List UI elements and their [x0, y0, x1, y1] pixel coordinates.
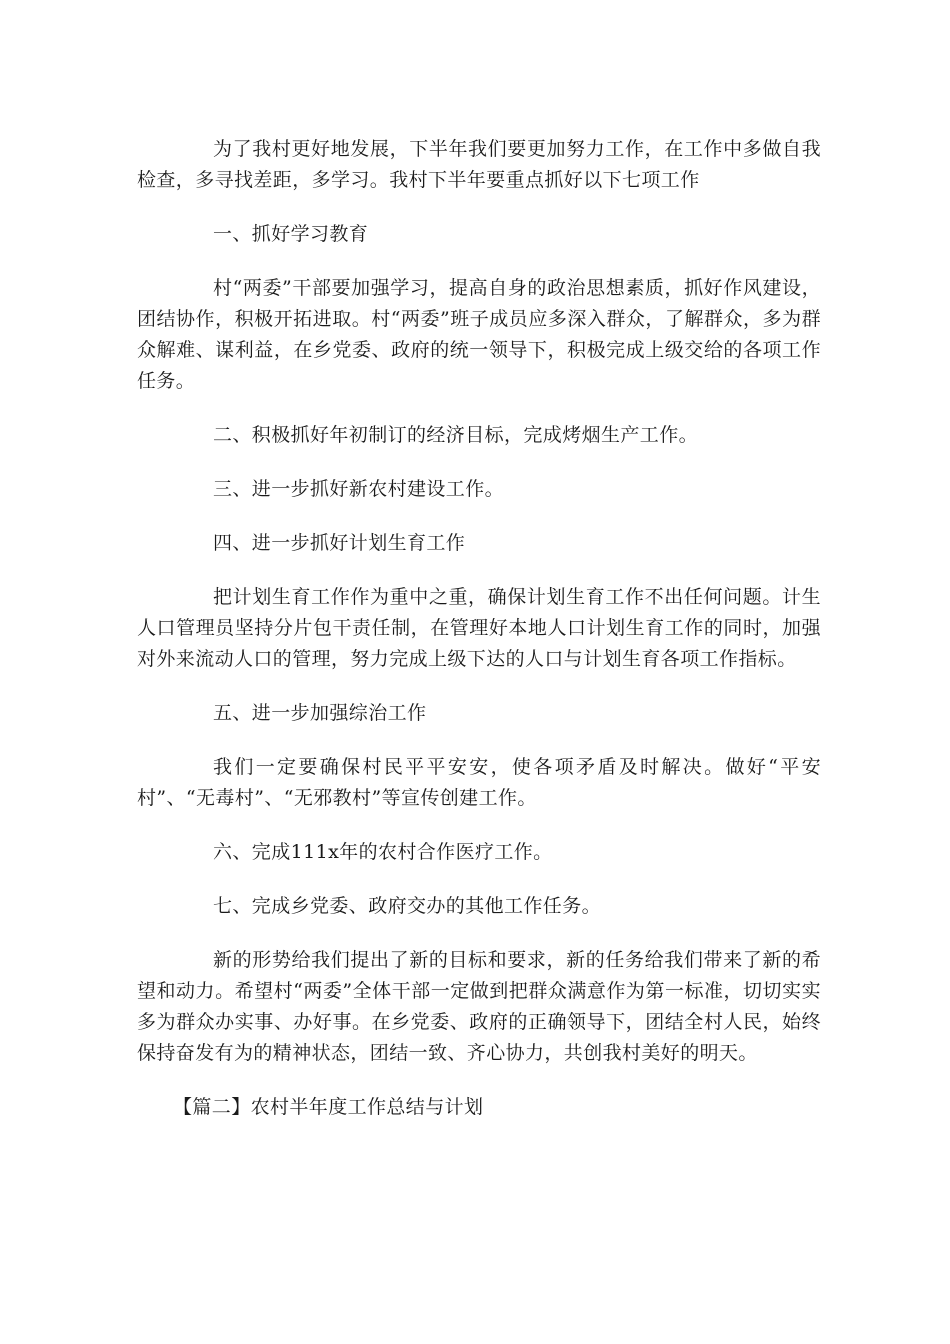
section-5-paragraph: 我们一定要确保村民平平安安，使各项矛盾及时解决。做好“平安村”、“无毒村”、“无邪教村”等宣传创建工作。 — [137, 756, 821, 809]
section-heading-6: 六、完成111x年的农村合作医疗工作。 — [213, 841, 553, 863]
closing-paragraph: 新的形势给我们提出了新的目标和要求，新的任务给我们带来了新的希望和动力。希望村“两委”全体干部一定做到把群众满意作为第一标准，切切实实多为群众办实事、办好事。在乡党委、政府的正确领导下，团结全村人民，始终保持奋发有为的精神状态，团结一致、齐心协力，共创我村美好的明天。 — [137, 949, 821, 1064]
document-body — [137, 134, 821, 1123]
section-heading-5: 五、进一步加强综治工作 — [213, 702, 427, 724]
section-heading-3: 三、进一步抓好新农村建设工作。 — [213, 478, 505, 500]
section-4-paragraph: 把计划生育工作作为重中之重，确保计划生育工作不出任何问题。计生人口管理员坚持分片包干责任制，在管理好本地人口计划生育工作的同时，加强对外来流动人口的管理，努力完成上级下达的人口与计划生育各项工作指标。 — [137, 586, 821, 670]
section-heading-2: 二、积极抓好年初制订的经济目标，完成烤烟生产工作。 — [213, 424, 699, 446]
section-heading-7: 七、完成乡党委、政府交办的其他工作任务。 — [213, 895, 602, 917]
part-two-title: 【篇二】农村半年度工作总结与计划 — [173, 1096, 484, 1118]
intro-paragraph: 为了我村更好地发展，下半年我们要更加努力工作，在工作中多做自我检查，多寻找差距，多学习。我村下半年要重点抓好以下七项工作 — [137, 138, 821, 191]
section-heading-4: 四、进一步抓好计划生育工作 — [213, 532, 466, 554]
section-1-paragraph: 村“两委”干部要加强学习，提高自身的政治思想素质，抓好作风建设，团结协作，积极开拓进取。村“两委”班子成员应多深入群众，了解群众，多为群众解难、谋利益，在乡党委、政府的统一领导下，积极完成上级交给的各项工作任务。 — [137, 277, 821, 392]
section-heading-1: 一、抓好学习教育 — [213, 223, 369, 245]
